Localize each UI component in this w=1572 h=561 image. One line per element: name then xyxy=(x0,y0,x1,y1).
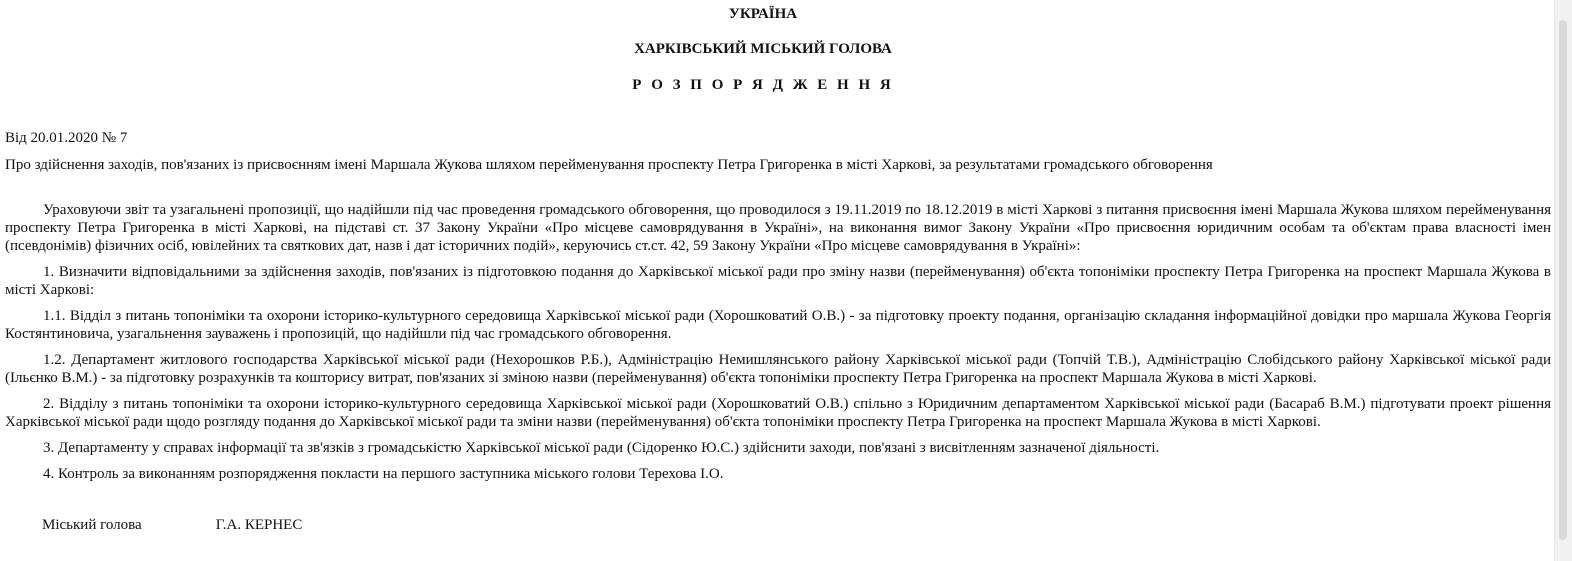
signature-block xyxy=(42,516,302,534)
item-4-paragraph: 4. Контроль за виконанням розпорядження покласти на першого заступника міського голови Терехова І.О. xyxy=(43,466,724,482)
item-1-2-paragraph: 1.2. Департамент житлового господарства Харківської міської ради (Нехорошков Р.Б.), Адміністрацію Немишлянського району Харківської міської ради (Топчій Т.В.), Адміністрацію Слобідського району Харківської міської ради (Ільєнко В.М.) - за підготовку розрахунків та кошторису витрат, пов'язаних зі зміною назви (перейменування) об'єкта топоніміки проспекту Петра Григоренка на проспект Маршала Жукова в місті Харкові. xyxy=(5,352,1551,386)
header-authority: ХАРКІВСЬКИЙ МІСЬКИЙ ГОЛОВА xyxy=(634,41,892,57)
document-subject: Про здійснення заходів, пов'язаних із присвоєнням імені Маршала Жукова шляхом перейменування проспекту Петра Григоренка в місті Харкові, за результатами громадського обговорення xyxy=(5,157,1213,173)
item-2-paragraph: 2. Відділу з питань топоніміки та охорони історико-культурного середовища Харківської міської ради (Хорошковатий О.В.) спільно з Юридичним департаментом Харківської міської ради (Басараб В.М.) підготувати проект рішення Харківської міської ради щодо розгляду подання до Харківської міської ради та зміни назви (перейменування) об'єкта топоніміки проспекту Петра Григоренка на проспект Маршала Жукова в місті Харкові. xyxy=(5,396,1551,430)
document-date-number: Від 20.01.2020 № 7 xyxy=(5,130,128,146)
item-1-1-paragraph: 1.1. Відділ з питань топоніміки та охорони історико-культурного середовища Харківської міської ради (Хорошковатий О.В.) - за підготовку проекту подання, організацію складання інформаційної довідки про маршала Жукова Георгія Костянтиновича, узагальнення зауважень і пропозицій, що надійшли під час громадського обговорення. xyxy=(5,308,1551,342)
header-doc-type: Р О З П О Р Я Д Ж Е Н Н Я xyxy=(632,77,894,93)
header-country: УКРАЇНА xyxy=(728,6,798,22)
scrollbar-thumb[interactable] xyxy=(1559,20,1567,540)
item-1-paragraph: 1. Визначити відповідальними за здійснення заходів, пов'язаних із підготовкою подання до Харківської міської ради про зміну назви (перейменування) об'єкта топоніміки проспекту Петра Григоренка на проспект Маршала Жукова в місті Харкові: xyxy=(5,264,1551,298)
signature-name: Г.А. КЕРНЕС xyxy=(215,517,303,533)
preamble-paragraph: Ураховуючи звіт та узагальнені пропозиції, що надійшли під час проведення громадського обговорення, що проводилося з 19.11.2019 по 18.12.2019 в місті Харкові з питання присвоєння імені Маршала Жукова шляхом перейменування проспекту Петра Григоренка в місті Харкові, на підставі ст. 37 Закону України «Про місцеве самоврядування в Україні», на виконання вимог Закону України «Про присвоєння юридичним особам та об'єктам права власності імен (псевдонімів) фізичних осіб, ювілейних та святкових дат, назв і дат історичних подій», керуючись ст.ст. 42, 59 Закону України «Про місцеве самоврядування в Україні»: xyxy=(5,202,1551,254)
vertical-scrollbar[interactable] xyxy=(1554,0,1572,561)
item-3-paragraph: 3. Департаменту у справах інформації та зв'язків з громадськістю Харківської міської ради (Сідоренко Ю.С.) здійснити заходи, пов'язані з висвітленням зазначеної діяльності. xyxy=(43,440,1160,456)
signature-title: Міський голова xyxy=(42,517,142,533)
